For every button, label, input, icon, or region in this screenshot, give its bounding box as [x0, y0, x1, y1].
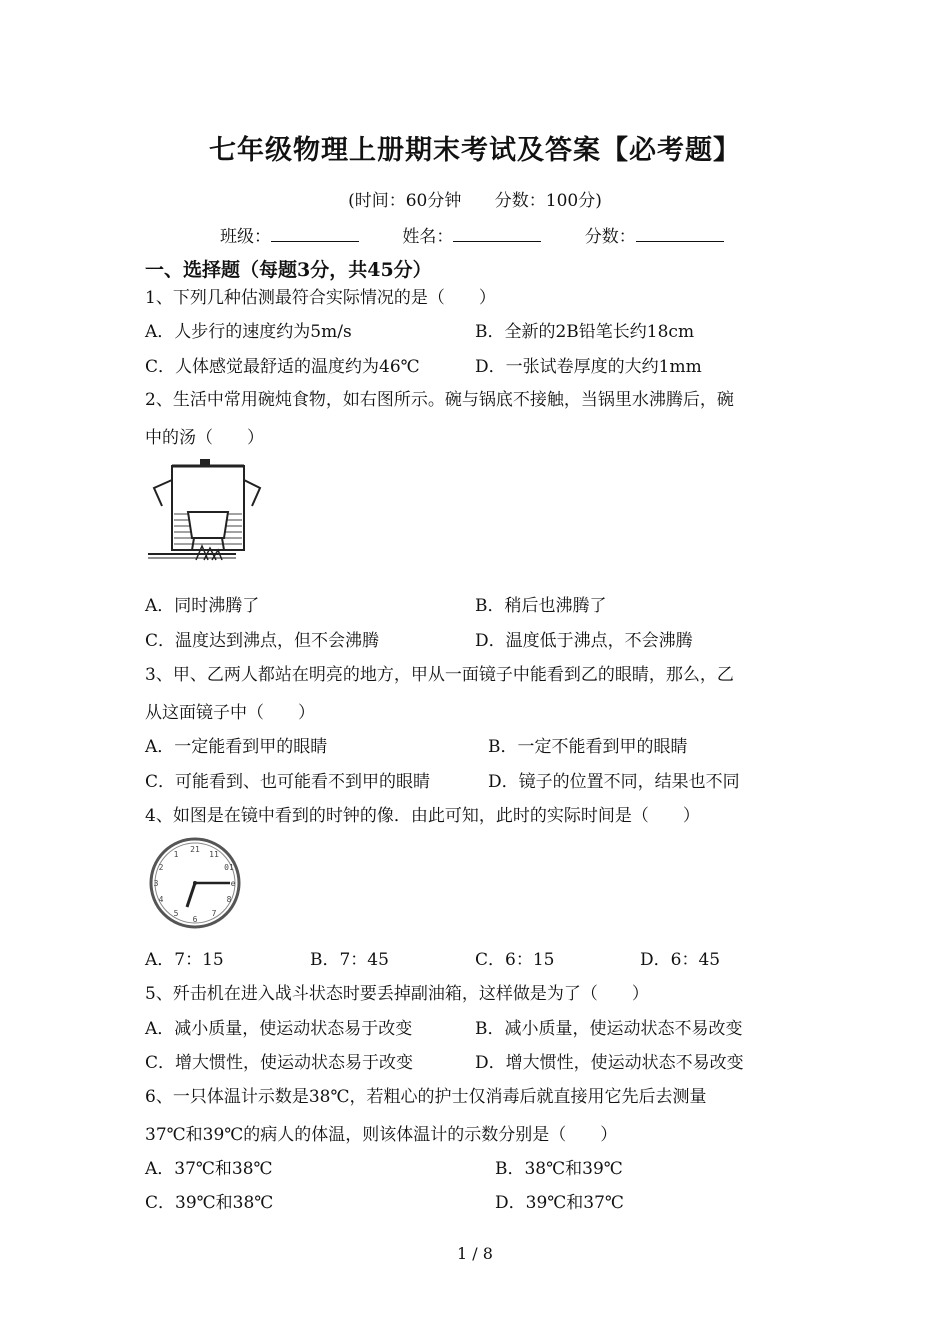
svg-text:5: 5: [173, 909, 179, 918]
svg-text:7: 7: [211, 909, 217, 918]
q3-option-b[interactable]: B．一定不能看到甲的眼睛: [488, 737, 688, 757]
q5-option-c[interactable]: C．增大惯性，使运动状态易于改变: [145, 1053, 414, 1073]
student-fields: [220, 222, 762, 247]
q4-option-b[interactable]: B．7：45: [310, 950, 389, 970]
q1-option-a[interactable]: A．人步行的速度约为5m/s: [145, 322, 352, 342]
svg-text:3: 3: [153, 879, 159, 888]
svg-text:e: e: [230, 879, 236, 888]
exam-meta: [0, 186, 950, 211]
svg-text:21: 21: [190, 845, 200, 854]
exam-time: (时间：60分钟: [348, 191, 462, 211]
question-6-cont: 37℃和39℃的病人的体温，则该体温计的示数分别是（ ）: [145, 1125, 618, 1145]
q3-option-c[interactable]: C．可能看到、也可能看不到甲的眼睛: [145, 772, 431, 792]
question-3: 3、甲、乙两人都站在明亮的地方，甲从一面镜子中能看到乙的眼睛，那么，乙: [145, 665, 734, 685]
q6-option-c[interactable]: C．39℃和38℃: [145, 1193, 274, 1213]
svg-text:2: 2: [158, 863, 164, 872]
q6-option-d[interactable]: D．39℃和37℃: [495, 1193, 624, 1213]
score-field[interactable]: 分数：: [585, 222, 724, 247]
q2-option-d[interactable]: D．温度低于沸点，不会沸腾: [475, 631, 693, 651]
svg-text:8: 8: [226, 895, 232, 904]
q2-option-b[interactable]: B．稍后也沸腾了: [475, 596, 607, 616]
svg-text:11: 11: [209, 850, 219, 859]
page-number: 1 / 8: [457, 1244, 493, 1263]
page-title: 七年级物理上册期末考试及答案【必考题】: [209, 135, 741, 166]
q6-option-b[interactable]: B．38℃和39℃: [495, 1159, 623, 1179]
q2-option-a[interactable]: A．同时沸腾了: [145, 596, 260, 616]
question-2-cont: 中的汤（ ）: [145, 428, 264, 448]
question-6: 6、一只体温计示数是38℃，若粗心的护士仅消毒后就直接用它先后去测量: [145, 1087, 707, 1107]
svg-text:6: 6: [192, 915, 198, 924]
mirror-clock-figure: [146, 836, 244, 930]
class-field[interactable]: 班级：: [220, 222, 359, 247]
q4-option-d[interactable]: D．6：45: [640, 950, 721, 970]
q1-option-c[interactable]: C．人体感觉最舒适的温度约为46℃: [145, 357, 420, 377]
question-3-cont: 从这面镜子中（ ）: [145, 703, 315, 723]
question-2: 2、生活中常用碗炖食物，如右图所示。碗与锅底不接触，当锅里水沸腾后，碗: [145, 390, 734, 410]
q2-option-c[interactable]: C．温度达到沸点，但不会沸腾: [145, 631, 380, 651]
svg-text:1: 1: [173, 850, 179, 859]
svg-text:01: 01: [224, 863, 234, 872]
question-4: 4、如图是在镜中看到的时钟的像．由此可知，此时的实际时间是（ ）: [145, 806, 700, 826]
q6-option-a[interactable]: A．37℃和38℃: [145, 1159, 273, 1179]
q4-option-a[interactable]: A．7：15: [145, 950, 224, 970]
q4-option-c[interactable]: C．6：15: [475, 950, 555, 970]
q3-option-a[interactable]: A．一定能看到甲的眼睛: [145, 737, 328, 757]
question-5: 5、歼击机在进入战斗状态时要丢掉副油箱，这样做是为了（ ）: [145, 984, 649, 1004]
q1-option-d[interactable]: D．一张试卷厚度的大约1mm: [475, 357, 702, 377]
name-field[interactable]: 姓名：: [402, 222, 541, 247]
q5-option-d[interactable]: D．增大惯性，使运动状态不易改变: [475, 1053, 744, 1073]
q5-option-a[interactable]: A．减小质量，使运动状态易于改变: [145, 1019, 413, 1039]
svg-text:4: 4: [158, 895, 164, 904]
pot-bowl-figure: [148, 456, 266, 562]
section-heading: 一、选择题（每题3分，共45分）: [145, 259, 432, 281]
question-1: 1、下列几种估测最符合实际情况的是（ ）: [145, 288, 496, 308]
q5-option-b[interactable]: B．减小质量，使运动状态不易改变: [475, 1019, 743, 1039]
q3-option-d[interactable]: D．镜子的位置不同，结果也不同: [488, 772, 740, 792]
q1-option-b[interactable]: B．全新的2B铅笔长约18cm: [475, 322, 695, 342]
exam-score: 分数：100分): [494, 191, 602, 211]
